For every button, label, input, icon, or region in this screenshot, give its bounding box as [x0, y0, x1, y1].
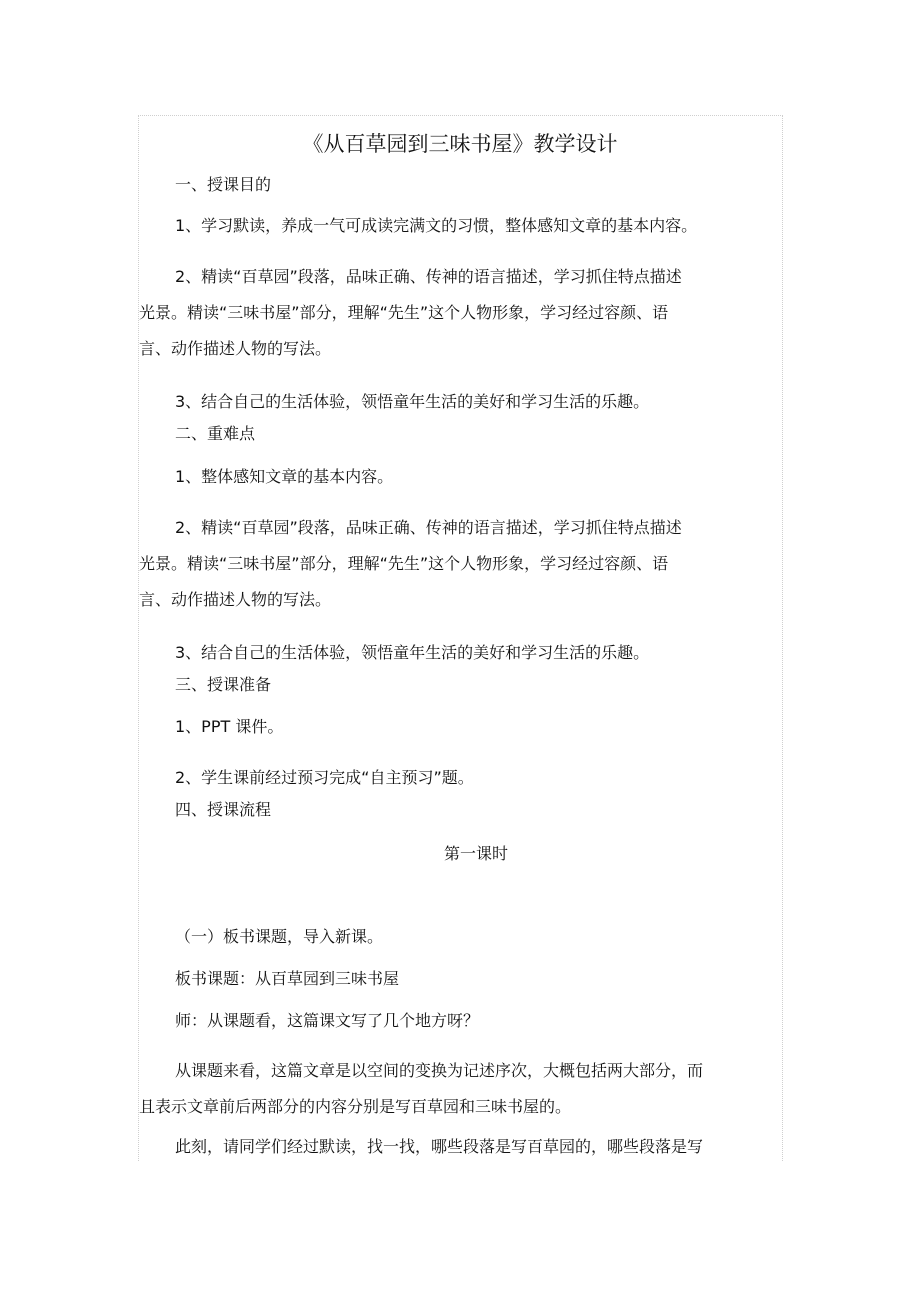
document-title: 《从百草园到三味书屋》教学设计	[302, 132, 618, 156]
section-heading: 二、重难点	[175, 424, 256, 443]
paragraph-line: 2、学生课前经过预习完成“自主预习”题。	[175, 768, 474, 787]
paragraph-line: 光景。精读“三味书屋”部分，理解“先生”这个人物形象，学习经过容颜、语	[139, 303, 669, 322]
paragraph-line: 1、整体感知文章的基本内容。	[175, 467, 394, 486]
paragraph-line: 光景。精读“三味书屋”部分，理解“先生”这个人物形象，学习经过容颜、语	[139, 554, 669, 573]
paragraph-line: 2、精读“百草园”段落，品味正确、传神的语言描述，学习抓住特点描述	[175, 267, 682, 286]
paragraph-line: 2、精读“百草园”段落，品味正确、传神的语言描述，学习抓住特点描述	[175, 518, 682, 537]
paragraph-line: 3、结合自己的生活体验，领悟童年生活的美好和学习生活的乐趣。	[175, 643, 650, 662]
paragraph-line: 1、PPT 课件。	[175, 717, 284, 736]
paragraph-line: 师：从课题看，这篇课文写了几个地方呀？	[175, 1011, 480, 1030]
paragraph-line: 此刻，请同学们经过默读，找一找，哪些段落是写百草园的，哪些段落是写	[175, 1137, 704, 1156]
paragraph-line: 言、动作描述人物的写法。	[139, 590, 332, 609]
paragraph-line: 从课题来看，这篇文章是以空间的变换为记述序次，大概包括两大部分，而	[175, 1061, 704, 1080]
paragraph-line: 板书课题：从百草园到三味书屋	[175, 969, 400, 988]
paragraph-line: 且表示文章前后两部分的内容分别是写百草园和三味书屋的。	[139, 1097, 572, 1116]
section-heading: 一、授课目的	[175, 175, 272, 194]
paragraph-line: （一）板书课题，导入新课。	[175, 927, 384, 946]
section-heading: 四、授课流程	[175, 800, 272, 819]
paragraph-line: 3、结合自己的生活体验，领悟童年生活的美好和学习生活的乐趣。	[175, 392, 650, 411]
paragraph-line: 1、学习默读，养成一气可成读完满文的习惯，整体感知文章的基本内容。	[175, 216, 698, 235]
section-heading: 三、授课准备	[175, 675, 272, 694]
paragraph-line: 言、动作描述人物的写法。	[139, 339, 332, 358]
lesson-heading: 第一课时	[443, 844, 508, 863]
